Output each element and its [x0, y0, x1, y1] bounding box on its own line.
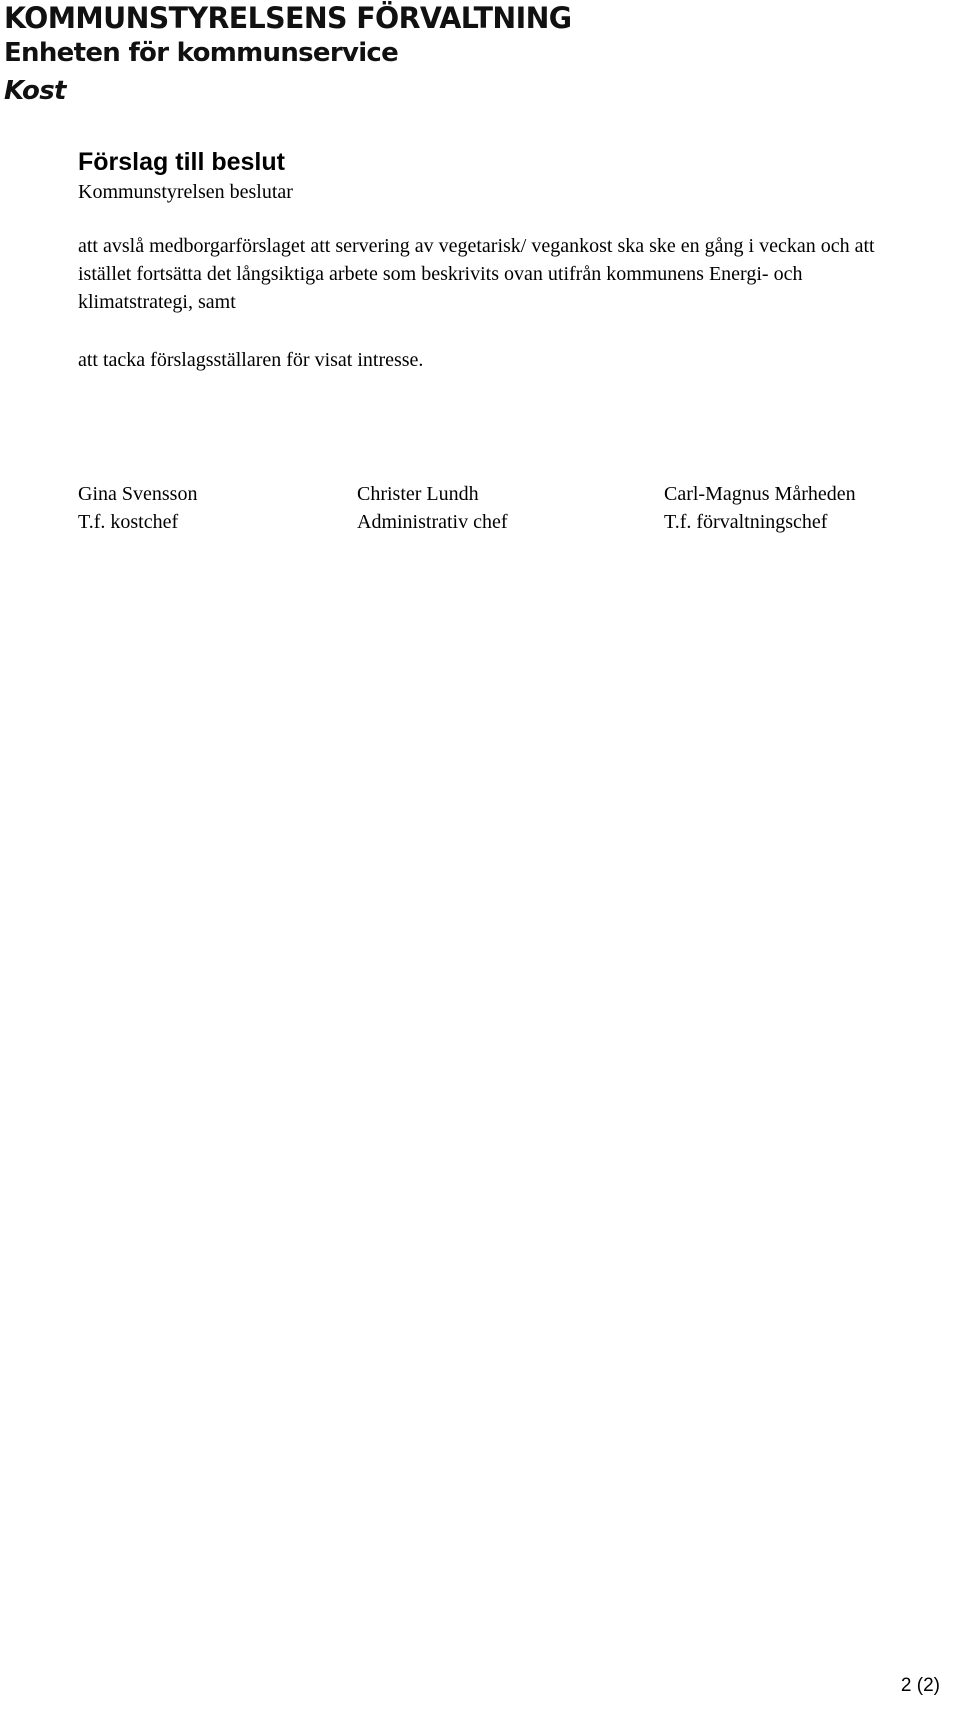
organization-name: KOMMUNSTYRELSENS FÖRVALTNING — [4, 1, 572, 35]
signature-2 — [357, 480, 508, 536]
signature-title: T.f. förvaltningschef — [664, 511, 828, 533]
proposal-subheading: Kommunstyrelsen beslutar — [78, 181, 293, 203]
signature-1 — [78, 480, 197, 536]
proposal-heading: Förslag till beslut — [78, 148, 285, 176]
signature-title: T.f. kostchef — [78, 511, 179, 533]
page-number: 2 (2) — [900, 1675, 940, 1696]
signature-3 — [664, 480, 856, 536]
signature-name: Christer Lundh — [357, 483, 479, 505]
signature-name: Gina Svensson — [78, 483, 198, 505]
decision-paragraph-2: att tacka förslagsställaren för visat intresse. — [78, 349, 424, 371]
letterhead — [4, 1, 583, 114]
decision-paragraph-1: att avslå medborgarförslaget att servering av vegetarisk/ vegankost ska ske en gång i veckan och att istället fortsätta det långsiktiga arbete som beskrivits ovan utifrån kommunens Energi- och klimatstrategi, samt — [78, 235, 875, 313]
signature-name: Carl-Magnus Mårheden — [664, 483, 856, 505]
unit-name: Enheten för kommunservice — [4, 38, 399, 68]
section-name: Kost — [4, 76, 66, 106]
signature-title: Administrativ chef — [357, 511, 508, 533]
proposal-section — [78, 146, 938, 374]
